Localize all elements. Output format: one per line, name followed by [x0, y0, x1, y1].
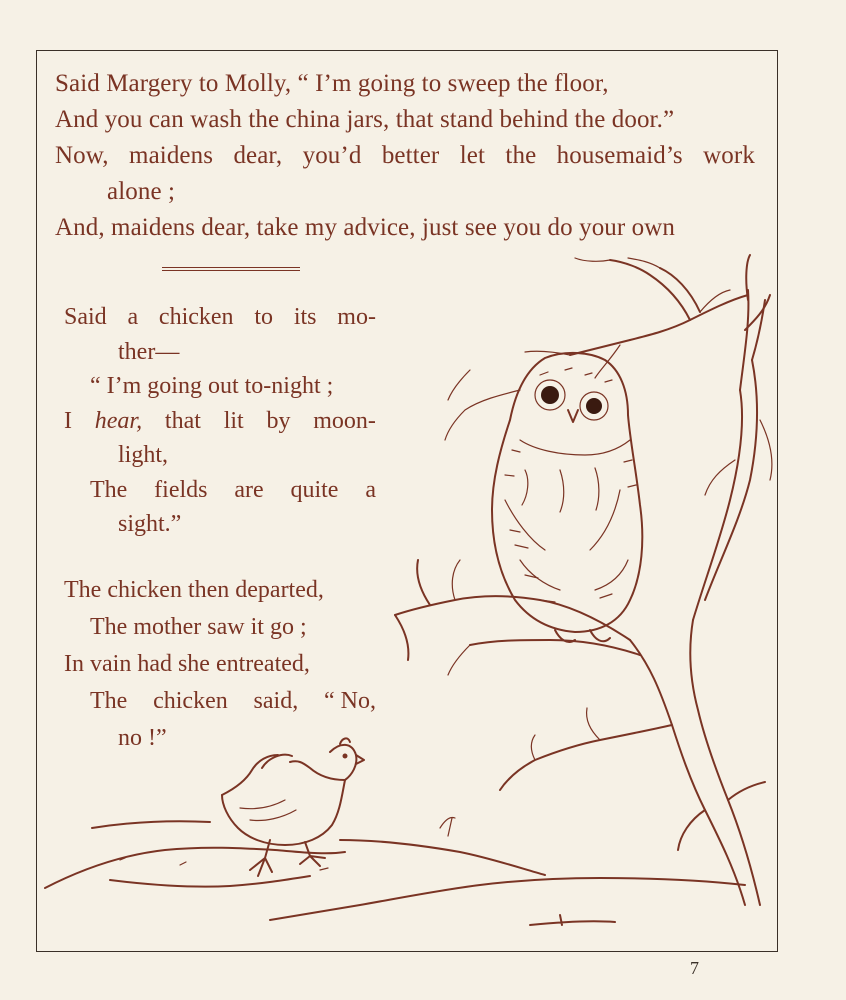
- owl-drawing: [492, 353, 642, 642]
- word: to: [254, 304, 274, 330]
- verse-line-continuation: alone ;: [107, 178, 176, 205]
- verse-line: sight.”: [118, 511, 182, 537]
- verse-line: The mother saw it go ;: [90, 614, 307, 640]
- word: maidens: [129, 142, 214, 169]
- tree-branch-drawing: [395, 255, 772, 905]
- word: a: [365, 476, 376, 503]
- word: housemaid’s: [556, 142, 683, 169]
- verse-line: The chicken then departed,: [64, 577, 324, 603]
- chicken-drawing: [222, 738, 364, 876]
- word: by: [266, 407, 291, 434]
- word: you’d: [302, 142, 362, 169]
- page-number: 7: [690, 958, 699, 978]
- word: better: [381, 142, 440, 169]
- verse-line: In vain had she entreated,: [64, 651, 310, 677]
- word: let: [459, 142, 486, 169]
- word: a: [127, 304, 139, 330]
- word: I: [64, 407, 72, 434]
- verse-line: “ I’m going out to-night ;: [90, 373, 334, 399]
- word: “ No,: [324, 688, 376, 714]
- word: Said: [64, 304, 107, 330]
- word: work: [703, 142, 755, 169]
- word: fields: [154, 476, 208, 503]
- verse-line: And you can wash the china jars, that stand behind the door.”: [55, 106, 675, 133]
- verse-line: Said Margery to Molly, “ I’m going to sweep the floor,: [55, 70, 609, 97]
- word: quite: [290, 476, 339, 503]
- word: dear,: [233, 142, 283, 169]
- verse-line: ther—: [118, 338, 180, 365]
- word: are: [234, 476, 264, 503]
- verse-line: light,: [118, 442, 169, 468]
- ground-drawing: [45, 817, 745, 925]
- word: the: [505, 142, 537, 169]
- word: chicken: [153, 688, 228, 714]
- verse-line: no !”: [118, 725, 167, 751]
- word: chicken: [158, 304, 234, 330]
- word: lit: [223, 407, 244, 434]
- word: moon-: [313, 407, 376, 434]
- emphasized-word: hear,: [94, 407, 143, 434]
- word: The: [90, 688, 128, 714]
- word: its: [293, 304, 317, 330]
- word: Now,: [55, 142, 109, 169]
- verse-line: And, maidens dear, take my advice, just see you do your own: [55, 214, 676, 241]
- word: The: [90, 476, 128, 503]
- word: that: [164, 407, 201, 434]
- word: mo-: [337, 304, 376, 330]
- word: said,: [253, 688, 299, 714]
